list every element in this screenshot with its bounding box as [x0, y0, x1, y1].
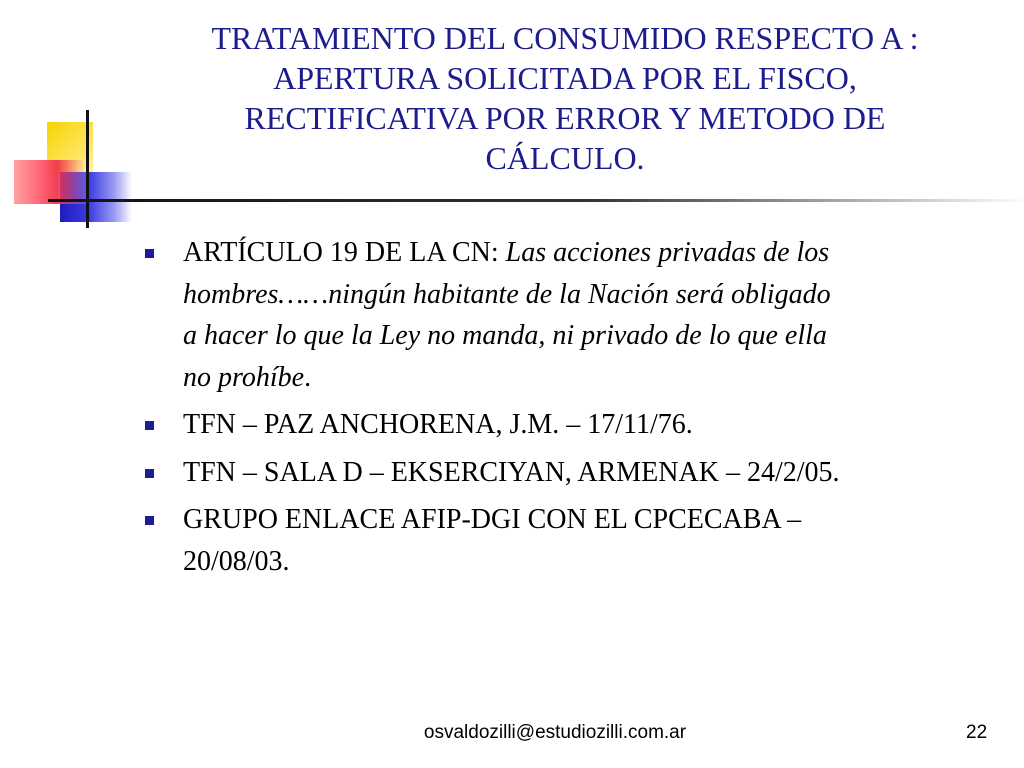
title-line-3: RECTIFICATIVA POR ERROR Y METODO DE	[244, 100, 886, 136]
bullet-text-line-2: 20/08/03.	[183, 545, 290, 577]
bullet-item-article-19	[140, 232, 1000, 398]
quote-tail: .	[304, 361, 312, 393]
title-line-1: TRATAMIENTO DEL CONSUMIDO RESPECTO A :	[211, 20, 919, 56]
quote-line-1: Las acciones privadas de los	[505, 237, 830, 268]
square-bullet-icon	[145, 469, 154, 478]
bullet-text: TFN – SALA D – EKSERCIYAN, ARMENAK – 24/2/05.	[183, 456, 840, 488]
decor-red-square	[14, 160, 86, 204]
bullet-lead-text: ARTÍCULO 19 DE LA CN:	[183, 237, 506, 268]
footer-email: osvaldozilli@estudiozilli.com.ar	[423, 722, 687, 743]
quote-line-3: a hacer lo que la Ley no manda, ni privado de lo que ella	[183, 320, 827, 351]
bullet-item-grupo-enlace	[140, 499, 1000, 582]
bullet-item-ekserciyan	[140, 452, 1000, 494]
decor-vertical-line	[86, 110, 89, 228]
page-number: 22	[966, 722, 988, 743]
quote-line-2: hombres……ningún habitante de la Nación será obligado	[183, 278, 831, 310]
square-bullet-icon	[145, 421, 154, 430]
title-line-4: CÁLCULO.	[485, 140, 645, 176]
bullet-text: TFN – PAZ ANCHORENA, J.M. – 17/11/76.	[183, 409, 693, 440]
bullet-item-paz-anchorena	[140, 404, 1000, 446]
slide-title	[150, 18, 980, 178]
bullet-text-line-1: GRUPO ENLACE AFIP-DGI CON EL CPCECABA –	[183, 504, 802, 535]
title-underline-rule	[48, 199, 1024, 202]
title-line-2: APERTURA SOLICITADA POR EL FISCO,	[273, 60, 857, 96]
square-bullet-icon	[145, 516, 154, 525]
bullet-list	[140, 232, 1000, 588]
quote-line-4: no prohíbe	[183, 361, 305, 393]
square-bullet-icon	[145, 249, 154, 258]
